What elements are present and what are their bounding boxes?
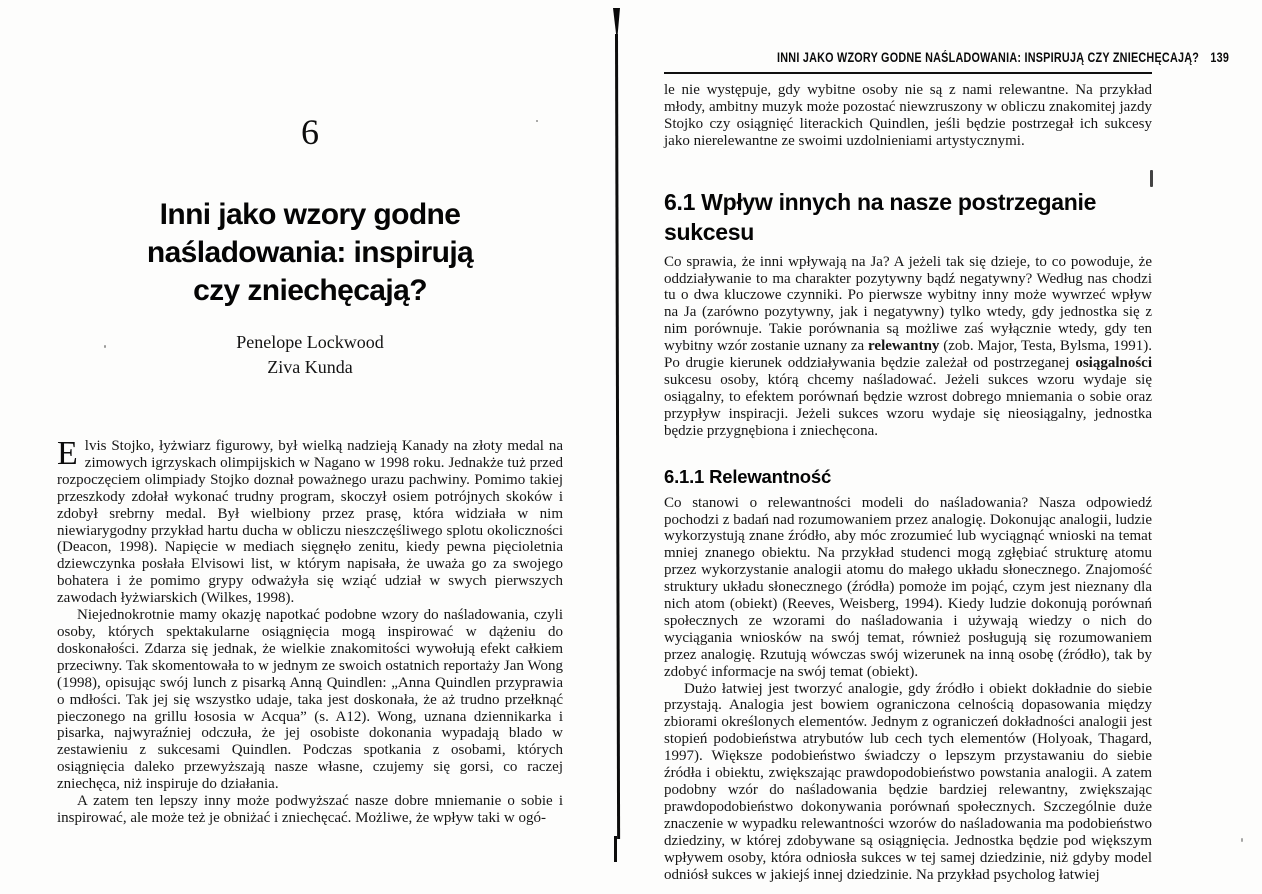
section-paragraph-text: sukcesu osoby, którą chcemy naśladować. Jeżeli sukces wzoru wydaje się osiągalny, to efektem porównań będzie wzrost dobrego mniemania o sobie oraz przypływ inspiracji. Jeżeli sukces wzoru wydaje się nieosiągalny, jednostka będzie przygnębiona i zniechęcona. [664, 371, 1152, 439]
opening-paragraph-text: lvis Stojko, łyżwiarz figurowy, był wielką nadzieją Kanady na złoty medal na zimowych igrzyskach olimpijskich w Nagano w 1998 roku. Jednakże tuż przed rozpoczęciem olimpiady Stojko doznał poważnego urazu pachwiny. Pomimo takiej przeszkody zdołał wykonać trudny program, skoczył osiem potrójnych skoków i zdobył srebrny medal. Był wielbiony przez prasę, która widziała w nim niewiarygodny przykład hartu ducha w obliczu nieszczęśliwego splotu okoliczności (Deacon, 1998). Napięcie w mediach sięgnęło zenitu, kiedy pewna pięcioletnia dziewczynka posłała Elvisowi list, w którym napisała, że uważa go za swojego bohatera i że pomimo grypy odważyła się wziąć udział w swych pierwszych zawodach łyżwiarskich (Wilkes, 1998). [57, 438, 563, 607]
section-6-1-paragraph [664, 254, 1152, 440]
spine-line [615, 34, 620, 839]
continuation-paragraph: le nie występuje, gdy wybitne osoby nie są z nami relewantne. Na przykład młody, ambitny muzyk może pozostać niewzruszony w obliczu znakomitej jazdy Stojko czy osiągnięć literackich Quindlen, jeśli będzie postrzegał ich sukcesy jako nierelewantne ze swoimi uzdolnieniami artystycznymi. [664, 82, 1152, 149]
subsection-heading-6-1-1: 6.1.1 Relewantność [664, 465, 832, 487]
chapter-title [57, 196, 563, 310]
chapter-title-line: czy zniechęcają? [193, 274, 427, 307]
author-byline [57, 330, 563, 380]
opening-paragraph [57, 435, 563, 607]
section-paragraph-text: (zob. Major, Testa, Bylsma, 1991). Po drugie kierunek oddziaływania będzie zależał od postrzeganej [664, 338, 1152, 372]
spine-ink-wedge [613, 8, 620, 42]
chapter-title-line: Inni jako wzory godne [159, 198, 461, 231]
running-header [664, 0, 1230, 67]
left-page-body [57, 435, 563, 827]
chapter-number: 6 [301, 112, 319, 152]
drop-cap: E [57, 435, 78, 472]
author-name: Ziva Kunda [267, 357, 353, 377]
right-page [664, 0, 1230, 883]
bold-term-osiagalnosci: osiągalności [1075, 355, 1152, 372]
section-heading-6-1: 6.1 Wpływ innych na nasze postrzeganie sukcesu [664, 188, 1097, 245]
author-name: Penelope Lockwood [236, 332, 384, 352]
paragraph: Niejednokrotnie mamy okazję napotkać podobne wzory do naśladowania, czyli osoby, których spektakularne osiągnięcia mogą inspirować w dążeniu do doskonałości. Zdarza się jednak, że wielkie znakomitości wywołują efekt całkiem przeciwny. Tak skomentowała to w jednym ze swoich ostatnich reportaży Jan Wong (1998), opisując swój lunch z pisarką Anną Quindlen: „Anna Quindlen przyprawia o mdłości. Tak jej się wszystko udaje, taka jest doskonała, że aż trudno przełknąć pieczonego na grillu łososia w Acqua” (s. A12). Wong, uznana dziennikarka i pisarka, najwyraźniej odczuła, że jej osobiste dokonania wypadają blado w zestawieniu z sukcesami Quindlen. Podczas spotkania z osobami, których osiągnięcia daleko przewyższają nasze własne, czujemy się gorsi, co raczej zniechęca, niż inspiruje do działania. [57, 607, 563, 793]
header-rule [664, 72, 1152, 74]
left-page [57, 0, 563, 827]
subsection-paragraph: Co stanowi o relewantności modeli do naśladowania? Nasza odpowiedź pochodzi z badań nad rozumowaniem przez analogię. Dokonując analogii, ludzie wykorzystują znane źródło, aby móc zrozumieć lub wyciągnąć wnioski na temat mniej znanego obiektu. Na przykład studenci mogą zgłębiać strukturę atomu przez wykorzystanie analogii atomu do małego układu słonecznego. Znajomość struktury układu słonecznego (źródła) pomoże im pojąć, czym jest nieznany dla nich atom (obiekt) (Reeves, Weisberg, 1994). Kiedy ludzie dokonują porównań społecznych ze wzorami do naśladowania i używają wiedzy o nich do wyciągania wniosków na swój temat, również posługują się rozumowaniem przez analogię. Rzutują wówczas swój wizerunek na inną osobę (źródło), tak by zdobyć informacje na swój temat (obiekt). [664, 494, 1152, 680]
running-header-text [777, 50, 1229, 66]
book-spine [612, 8, 620, 858]
subsection-paragraph: Dużo łatwiej jest tworzyć analogie, gdy źródło i obiekt dokładnie do siebie przystają. Analogia jest bowiem ograniczona celnością dopasowania między zbiorami określonych elementów. Jednym z ograniczeń dokładności analogii jest stopień podobieństwa atrybutów lub cech tych elementów (Holyoak, Thagard, 1997). Większe podobieństwo świadczy o lepszym przystawaniu do siebie źródła i obiektu, zwiększając prawdopodobieństwo powstania analogii. A zatem podobny wzór do naśladowania będzie bardziej relewantny, zwiększając prawdopodobieństwo dokonywania porównań społecznych. Szczególnie duże znaczenie w wypadku relewantności wzorów do naśladowania ma podobieństwo dziedziny, w której zdobywane są osiągnięcia. Jednostka będzie pod większym wpływem osoby, która odniosła sukces w tej samej dziedzinie, niż gdyby model odniósł sukces w jakiejś innej dziedzinie. Na przykład psycholog łatwiej [664, 680, 1152, 883]
paragraph: A zatem ten lepszy inny może podwyższać nasze dobre mniemanie o sobie i inspirować, ale może też je obniżać i zniechęcać. Możliwe, że wpływ taki w ogó- [57, 793, 563, 826]
spine-line-tail [614, 836, 617, 862]
bold-term-relewantny: relewantny [868, 338, 940, 355]
section-paragraph-text: Co sprawia, że inni wpływają na Ja? A jeżeli tak się dzieje, to co powoduje, że oddziaływanie to ma charakter pozytywny bądź negatywny? Według nas chodzi tu o dwa kluczowe czynniki. Po pierwsze wybitny inny może wywrzeć wpływ na Ja (zarówno pozytywny, jak i negatywny) tylko wtedy, gdy jednostka się z nim porównuje. Takie porównania są możliwe zaś wyłącznie wtedy, gdy ten wybitny wzór zostanie uznany za [664, 253, 1152, 355]
page-number: 139 [1210, 50, 1230, 65]
scan-speck [1241, 838, 1243, 842]
running-header-title: INNI JAKO WZORY GODNE NAŚLADOWANIA: INSPIRUJĄ CZY ZNIECHĘCAJĄ? [777, 50, 1200, 65]
chapter-title-line: naśladowania: inspirują [146, 236, 474, 269]
